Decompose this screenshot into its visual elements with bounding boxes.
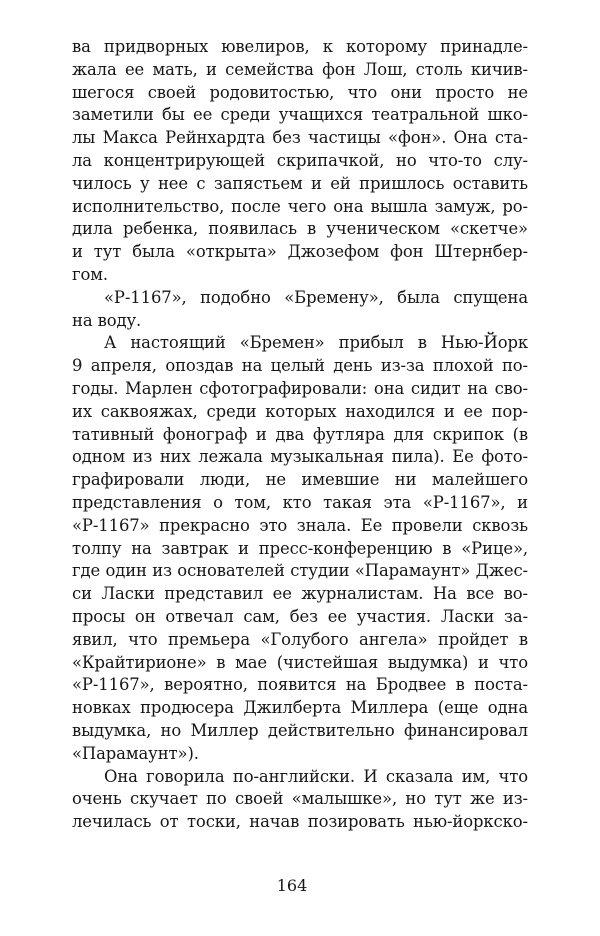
text-line: одном из них лежала музыкальная пила). Ее фото-: [72, 447, 528, 467]
text-line: «Р-1167» прекрасно это знала. Ее провели сквозь: [72, 515, 528, 535]
text-line: чилось у нее с запястьем и ей пришлось оставить: [72, 173, 528, 193]
text-line: выдумка, но Миллер действительно финансировал: [72, 720, 528, 740]
text-line: явил, что премьера «Голубого ангела» пройдет в: [72, 629, 528, 649]
text-line: на воду.: [72, 310, 142, 330]
text-line: исполнительство, после чего она вышла замуж, ро-: [72, 196, 528, 216]
text-line: ла концентрирующей скрипачкой, но что-то слу-: [72, 150, 528, 170]
text-line: толпу на завтрак и пресс-конференцию в «Рице»,: [72, 538, 528, 558]
text-line: дила ребенка, появилась в ученическом «скетче»: [72, 219, 528, 239]
text-line: шегося своей родовитостью, что они просто не: [72, 82, 528, 102]
text-line: лы Макса Рейнхардта без частицы «фон». Она ста-: [72, 128, 528, 148]
text-line: Она говорила по-английски. И сказала им, что: [104, 766, 528, 786]
text-line: их саквояжах, среди которых находился и ее пор-: [72, 401, 528, 421]
text-line: очень скучает по своей «малышке», но тут же из-: [72, 789, 528, 809]
page-number: 164: [276, 876, 308, 895]
text-line: где один из основателей студии «Парамаунт» Джес-: [72, 561, 528, 581]
text-line: си Ласки представил ее журналистам. На все во-: [72, 584, 528, 604]
text-line: графировали люди, не имевшие ни малейшего: [72, 470, 528, 490]
text-line: гом.: [72, 264, 109, 284]
text-line: «Р-1167», вероятно, появится на Бродвее в поста-: [72, 675, 528, 695]
page-body: [72, 36, 528, 834]
text-line: просы он отвечал сам, без ее участия. Ласки за-: [72, 606, 528, 626]
text-line: новках продюсера Джилберта Миллера (еще одна: [72, 698, 528, 718]
text-line: «Крайтирионе» в мае (чистейшая выдумка) и что: [72, 652, 528, 672]
text-line: жала ее мать, и семейства фон Лош, столь кичив-: [72, 59, 528, 79]
text-line: представления о том, кто такая эта «Р-1167», и: [72, 492, 528, 512]
text-line: ва придворных ювелиров, к которому принадле-: [72, 37, 528, 56]
text-line: «Парамаунт»).: [72, 743, 199, 763]
text-line: 9 апреля, опоздав на целый день из-за плохой по-: [72, 356, 528, 376]
text-line: А настоящий «Бремен» прибыл в Нью-Йорк: [104, 333, 528, 353]
text-line: и тут была «открыта» Джозефом фон Штернбер-: [72, 242, 528, 262]
text-line: годы. Марлен сфотографировали: она сидит на сво-: [72, 378, 528, 398]
text-line: «Р-1167», подобно «Бремену», была спущена: [104, 287, 528, 307]
text-line: тативный фонограф и два футляра для скрипок (в: [72, 424, 528, 444]
text-line: лечилась от тоски, начав позировать нью-йоркско-: [72, 812, 528, 832]
text-line: заметили бы ее среди учащихся театральной шко-: [72, 105, 528, 125]
